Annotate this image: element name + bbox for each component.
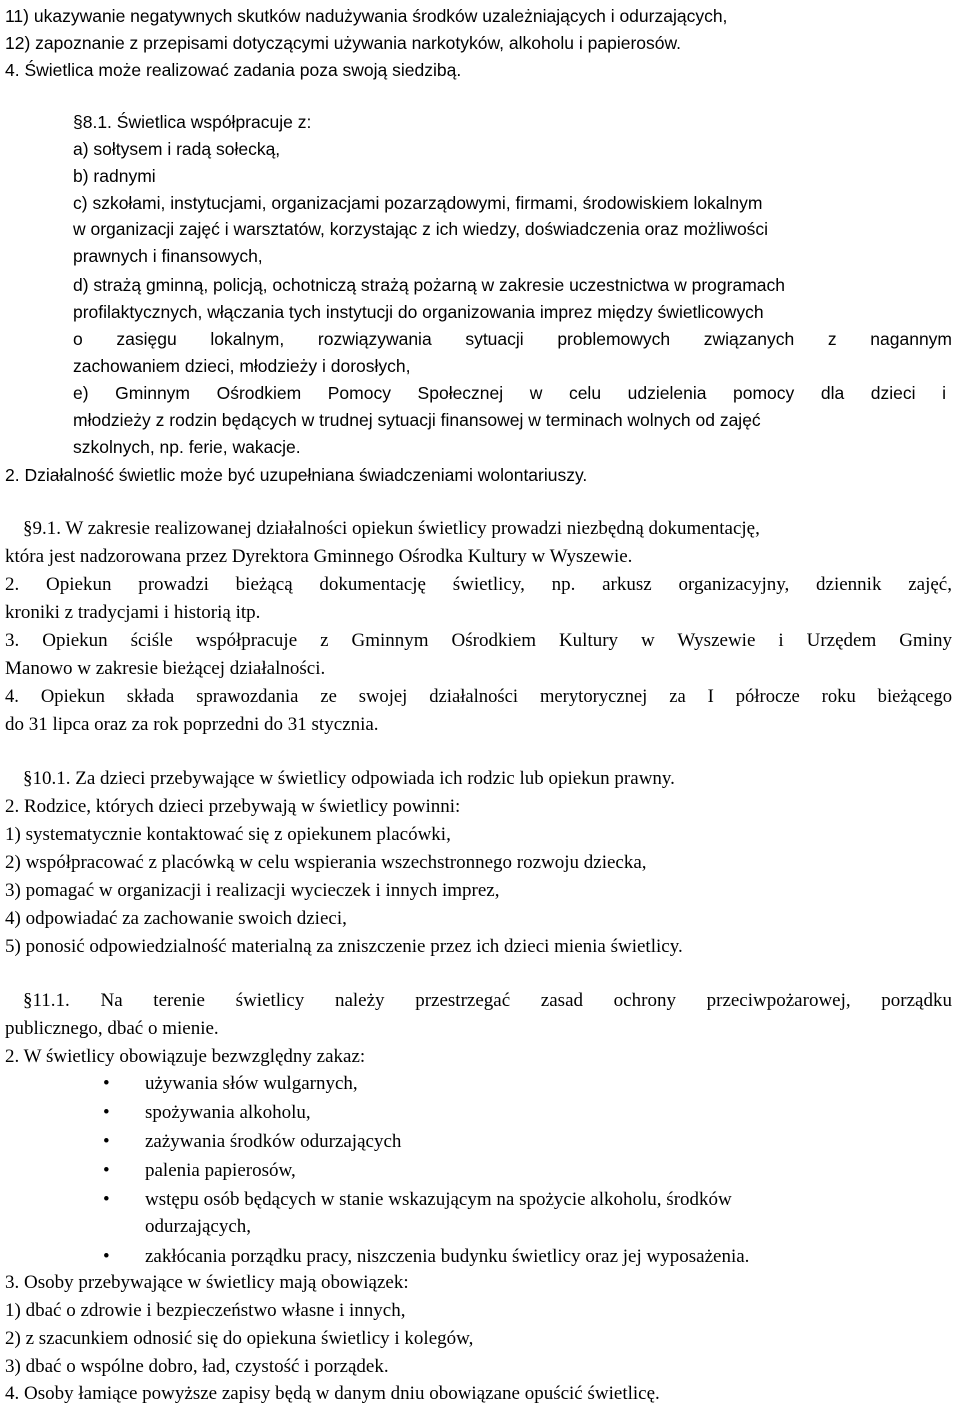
bullet-icon: • [103,1073,110,1094]
list-item-continuation: o zasięgu lokalnym, rozwiązywania sytuacji problemowych związanych z nagannym [73,329,952,349]
section-heading: §9.1. W zakresie realizowanej działalności opiekun świetlicy prowadzi niezbędną dokumentację, [23,518,760,539]
list-item: 12) zapoznanie z przepisami dotyczącymi używania narkotyków, alkoholu i papierosów. [5,33,682,53]
list-item-continuation: szkolnych, np. ferie, wakacje. [73,437,301,457]
section-heading: §8.1. Świetlica współpracuje z: [73,112,312,132]
bullet-item-continuation: odurzających, [145,1216,252,1237]
list-item: e) Gminnym Ośrodkiem Pomocy Społecznej w celu udzielenia pomocy dla dzieci i [73,383,946,403]
paragraph: 4. Osoby łamiące powyższe zapisy będą w danym dniu obowiązane opuścić świetlicę. [5,1383,660,1404]
list-item: 1) dbać o zdrowie i bezpieczeństwo własne i innych, [5,1300,406,1321]
bullet-item [103,1100,952,1126]
bullet-text: wstępu osób będących w stanie wskazującym na spożycie alkoholu, środków [145,1189,732,1210]
list-item-continuation: prawnych i finansowych, [73,246,263,266]
bullet-text: zażywania środków odurzających [145,1131,402,1152]
section-heading: §11.1. Na terenie świetlicy należy przestrzegać zasad ochrony przeciwpożarowej, porządku [23,990,952,1011]
list-item: 5) ponosić odpowiedzialność materialną za zniszczenie przez ich dzieci mienia świetlicy. [5,936,683,957]
paragraph: 2. Rodzice, których dzieci przebywają w świetlicy powinni: [5,796,461,817]
paragraph: 2. Opiekun prowadzi bieżącą dokumentację świetlicy, np. arkusz organizacyjny, dziennik zajęć, [5,574,952,595]
bullet-icon: • [103,1131,110,1152]
list-item: 3) pomagać w organizacji i realizacji wycieczek i innych imprez, [5,880,500,901]
list-item-continuation: młodzieży z rodzin będących w trudnej sytuacji finansowej w terminach wolnych od zajęć [73,410,761,430]
list-item: 3) dbać o wspólne dobro, ład, czystość i porządek. [5,1356,389,1377]
bullet-text: spożywania alkoholu, [145,1102,311,1123]
bullet-item [103,1129,952,1155]
list-item: 11) ukazywanie negatywnych skutków nadużywania środków uzależniających i odurzających, [5,6,728,26]
bullet-item [103,1158,952,1184]
bullet-text: zakłócania porządku pracy, niszczenia budynku świetlicy oraz jej wyposażenia. [145,1246,750,1267]
list-item: a) sołtysem i radą sołecką, [73,139,281,159]
bullet-icon: • [103,1160,110,1181]
paragraph: Manowo w zakresie bieżącej działalności. [5,658,326,679]
paragraph: 4. Opiekun składa sprawozdania ze swojej działalności merytorycznej za I półrocze roku bieżącego [5,686,952,707]
bullet-item [103,1071,952,1097]
section-heading: §10.1. Za dzieci przebywające w świetlicy odpowiada ich rodzic lub opiekun prawny. [23,768,675,789]
paragraph: publicznego, dbać o mienie. [5,1018,219,1039]
list-item: 2) współpracować z placówką w celu wspierania wszechstronnego rozwoju dziecka, [5,852,647,873]
list-item: 1) systematycznie kontaktować się z opiekunem placówki, [5,824,451,845]
paragraph: która jest nadzorowana przez Dyrektora Gminnego Ośrodka Kultury w Wyszewie. [5,546,633,567]
paragraph: 2. Działalność świetlic może być uzupełniana świadczeniami wolontariuszy. [5,465,588,485]
list-item-continuation: zachowaniem dzieci, młodzieży i dorosłych, [73,356,411,376]
paragraph: 3. Osoby przebywające w świetlicy mają obowiązek: [5,1272,409,1293]
bullet-item [103,1244,952,1270]
paragraph: 4. Świetlica może realizować zadania poza swoją siedzibą. [5,60,462,80]
list-item: c) szkołami, instytucjami, organizacjami pozarządowymi, firmami, środowiskiem lokalnym [73,193,763,213]
paragraph: 3. Opiekun ściśle współpracuje z Gminnym Ośrodkiem Kultury w Wyszewie i Urzędem Gminy [5,630,952,651]
paragraph: 2. W świetlicy obowiązuje bezwzględny zakaz: [5,1046,366,1067]
list-item: d) strażą gminną, policją, ochotniczą strażą pożarną w zakresie uczestnictwa w programach [73,275,785,295]
bullet-icon: • [103,1102,110,1123]
paragraph: kroniki z tradycjami i historią itp. [5,602,261,623]
paragraph: do 31 lipca oraz za rok poprzedni do 31 stycznia. [5,714,379,735]
bullet-text: używania słów wulgarnych, [145,1073,358,1094]
list-item-continuation: profilaktycznych, włączania tych instytucji do organizowania imprez między świetlicowych [73,302,764,322]
bullet-item [103,1187,952,1213]
list-item: 2) z szacunkiem odnosić się do opiekuna świetlicy i kolegów, [5,1328,474,1349]
bullet-text: palenia papierosów, [145,1160,296,1181]
list-item: b) radnymi [73,166,156,186]
bullet-icon: • [103,1246,110,1267]
bullet-icon: • [103,1189,110,1210]
list-item: 4) odpowiadać za zachowanie swoich dzieci, [5,908,347,929]
list-item-continuation: w organizacji zajęć i warsztatów, korzystając z ich wiedzy, doświadczenia oraz możliwości [73,219,769,239]
